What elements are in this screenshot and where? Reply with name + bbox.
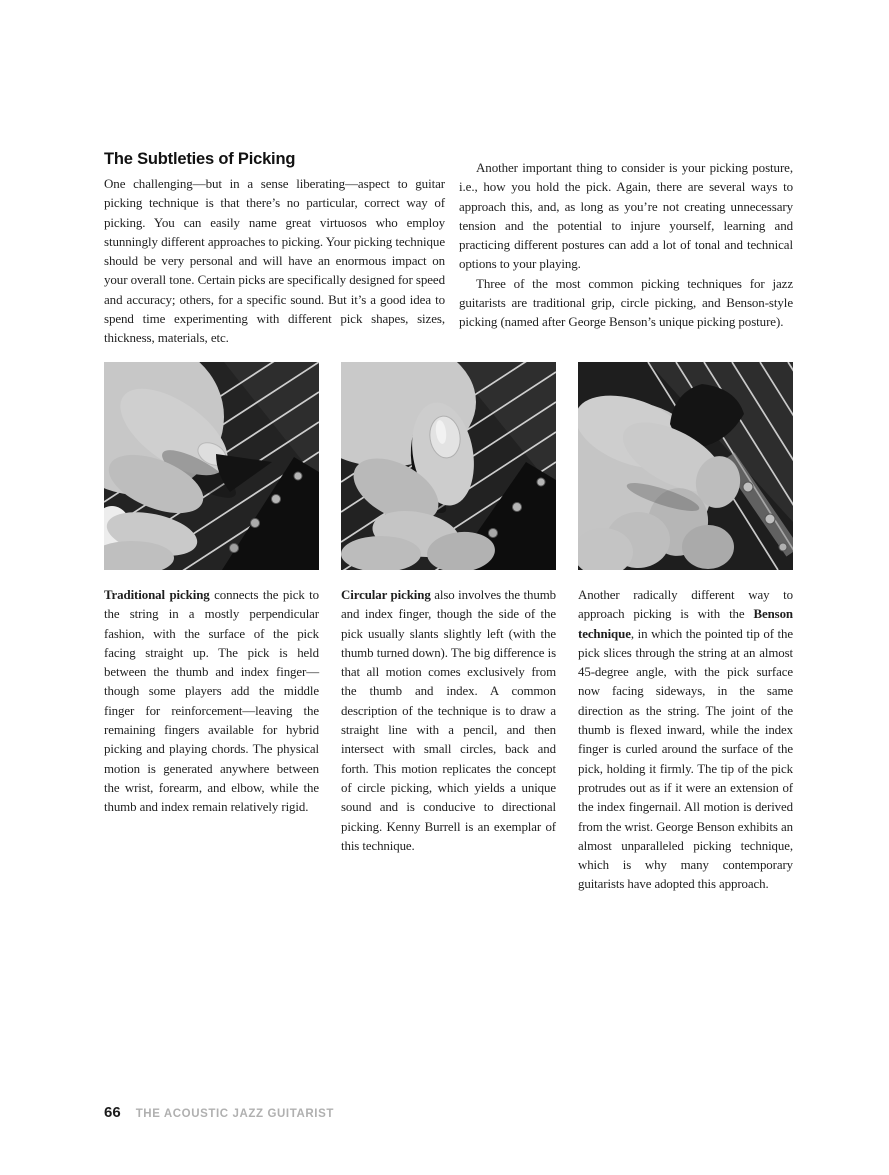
caption-traditional-picking xyxy=(104,586,319,895)
caption-lead-benson: Benson technique xyxy=(578,607,793,641)
page-number: 66 xyxy=(104,1104,121,1121)
caption-text-benson: , in which the pointed tip of the pick slices through the string at an almost 45-degree angle, with the pick surface now facing sideways, in the same direction as the string. The joint of the thumb is flexed inward, while the index finger is curled around the surface of the pick, holding it firmly. The tip of the pick protrudes out as if it were an extension of the index fingernail. All motion is derived from the wrist. George Benson exhibits an almost unparalleled picking technique, which is why many contemporary guitarists have adopted this approach. xyxy=(578,626,793,892)
caption-lead-circular: Circular picking xyxy=(341,588,431,602)
photo-traditional-picking xyxy=(104,362,319,570)
page-footer xyxy=(104,1104,793,1121)
caption-row xyxy=(104,586,793,895)
intro-column-right xyxy=(459,150,793,348)
traditional-picking-illustration xyxy=(104,362,319,570)
hand-shape xyxy=(578,381,744,570)
caption-lead-traditional: Traditional picking xyxy=(104,588,210,602)
hand-shape xyxy=(341,362,497,570)
intro-paragraph-1: One challenging—but in a sense liberating—aspect to guitar picking technique is that there’s no particular, correct way of picking. You can easily name great virtuosos who employ stunningly different approaches to picking. Your picking technique should be very personal and will have an enormous impact on your overall tone. Certain picks are specifically designed for speed and accuracy; others, for a specific sound. But it’s a good idea to spend time experimenting with different pick shapes, sizes, thickness, materials, etc. xyxy=(104,176,445,346)
book-title: THE ACOUSTIC JAZZ GUITARIST xyxy=(135,1108,334,1120)
caption-text-traditional: connects the pick to the string in a mostly perpendicular fashion, with the surface of the pick facing straight up. The pick is held between the thumb and index finger—though some players add the middle finger for reinforcement—leaving the remaining fingers available for hybrid picking and playing chords. The physical motion is generated anywhere between the wrist, forearm, and elbow, while the thumb and index remain relatively rigid. xyxy=(104,588,320,815)
photo-row xyxy=(104,362,793,570)
caption-text-circular: also involves the thumb and index finger, though the side of the pick usually slants slightly left (with the thumb turned down). The big difference is that all motion comes exclusively from the thumb and index. A common description of the technique is to draw a straight line with a pencil, and then intersect with small circles, back and forth. This motion replicates the concept of circle picking, which yields a unique sound and is conducive to directional picking. Kenny Burrell is an exemplar of this technique. xyxy=(341,588,556,853)
caption-circular-picking xyxy=(341,586,556,895)
page-title: The Subtleties of Picking xyxy=(104,150,296,168)
circular-picking-illustration xyxy=(341,362,556,570)
intro-column-left xyxy=(104,150,445,348)
photo-benson-technique xyxy=(578,362,793,570)
caption-pre-benson: Another radically different way to approach picking is with the xyxy=(578,588,793,622)
benson-technique-illustration xyxy=(578,362,793,570)
intro-paragraph-3: Three of the most common picking techniques for jazz guitarists are traditional grip, circle picking, and Benson-style picking (named after George Benson’s unique picking posture). xyxy=(459,275,793,330)
intro-section xyxy=(104,150,793,348)
caption-benson-technique xyxy=(578,586,793,895)
intro-paragraph-2: Another important thing to consider is your picking posture, i.e., how you hold the pick. Again, there are several ways to approach this, and, as long as you’re not creating unnecessary tension and the potential to injure yourself, learning and practicing different postures can add a lot of tonal and technical options to your playing. xyxy=(459,160,793,272)
photo-circular-picking xyxy=(341,362,556,570)
